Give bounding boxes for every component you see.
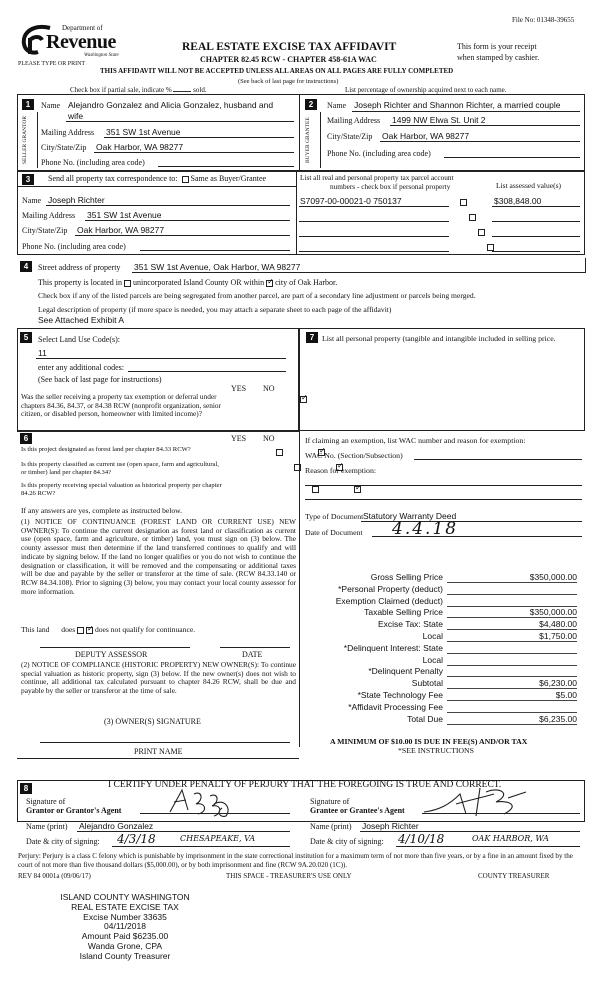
segregated-text: Check box if any of the listed parcels are being segregated from another parcel, are part of a secondary line adjustment or parcels being merged. [38, 291, 476, 300]
stamp-line: Wanda Grone, CPA [87, 940, 163, 951]
see-back: (See back of last page for instructions) [238, 78, 339, 85]
calc-row [300, 702, 585, 714]
print-name-label: PRINT NAME [134, 747, 183, 756]
parcel-heading-2: numbers - check box if personal property [330, 182, 451, 191]
file-number: File No: 01348-39655 [512, 16, 575, 24]
grantor-name-label: Name (print) [26, 822, 68, 831]
calc-row [300, 572, 585, 584]
city-checkbox[interactable] [266, 280, 273, 287]
historical-no-checkbox[interactable] [354, 486, 361, 493]
correspondence-heading: Send all property tax correspondence to: [48, 174, 178, 183]
current-use-question: Is this property classified as current use (open space, farm and agricultural, or timber) land per chapter 84.34? [21, 461, 219, 476]
grantor-date-value: 4/3/18 [117, 832, 156, 846]
buyer-name-label: Name [327, 101, 347, 110]
logo-state: Washington State [84, 53, 119, 58]
doc-date-value: 4.4.18 [392, 519, 459, 539]
legal-description-label: Legal description of property (if more space is needed, you may attach a separate sheet to each page of the affidavit) [38, 305, 392, 314]
land-use-value: 11 [38, 348, 47, 358]
section-4-number: 4 [20, 261, 32, 272]
calc-label: *Delinquent Penalty [368, 666, 443, 677]
does-not-text: does not qualify for continuance. [94, 625, 196, 634]
calc-row [300, 714, 585, 726]
seller-mailing-label: Mailing Address [41, 128, 95, 137]
calc-value: $6,230.00 [447, 678, 577, 689]
section-3-number: 3 [22, 174, 34, 185]
seller-city-label: City/State/Zip [41, 143, 87, 152]
historical-question: Is this property receiving special valuation as historical property per chapter 84.26 RCW? [21, 482, 222, 497]
perjury-text: Perjury: Perjury is a class C felony which is punishable by imprisonment in the state correctional institution for a maximum term of not more than five years, or by a fine in an amount fixed by the court of not more than five thousand dollars ($5,000.00), or by both imprisonment and fine (RCW 9A.20.020 (1C)). [18, 852, 573, 869]
if-yes-text: If any answers are yes, complete as instructed below. [21, 506, 183, 515]
calc-label: *Delinquent Interest: State [343, 642, 443, 653]
grantor-name-value: Alejandro Gonzalez [79, 821, 154, 831]
same-as-buyer-label: Same as Buyer/Grantee [190, 174, 267, 183]
section-5-number: 5 [20, 332, 32, 343]
forest-question: Is this project designated as forest land per chapter 84.33 RCW? [21, 446, 191, 453]
calc-value: $4,480.00 [447, 619, 577, 630]
land-use-label: Select Land Use Code(s): [38, 335, 120, 344]
same-as-buyer-checkbox[interactable] [182, 176, 189, 183]
buyer-city-label: City/State/Zip [327, 132, 373, 141]
sold-text: sold. [193, 86, 207, 94]
legal-description-value: See Attached Exhibit A [38, 315, 125, 325]
grantor-city-value: CHESAPEAKE, VA [180, 834, 256, 843]
stamp-line: 04/11/2018 [104, 921, 146, 932]
wac-label: WAC No. (Section/Subsection) [305, 451, 403, 460]
sig-grantor-label-2: Grantor or Grantor's Agent [26, 806, 122, 815]
form-title: REAL ESTATE EXCISE TAX AFFIDAVIT [182, 41, 397, 53]
seller-grantor-label: SELLER GRANTOR [22, 115, 28, 165]
treasurer-stamp [40, 893, 210, 962]
seller-phone-label: Phone No. (including area code) [41, 158, 145, 167]
seller-name-value-2: wife [68, 111, 84, 121]
corr-mailing-label: Mailing Address [22, 211, 76, 220]
buyer-name-value: Joseph Richter and Shannon Richter, a married couple [354, 100, 561, 110]
calc-row [300, 596, 585, 608]
parcel-value: S7097-00-00021-0 750137 [300, 196, 402, 206]
logo-name: Revenue [46, 31, 116, 53]
this-land-text: This land [21, 625, 50, 634]
corr-city-label: City/State/Zip [22, 226, 68, 235]
seller-name-label: Name [41, 101, 61, 110]
grantor-signature [164, 786, 244, 820]
historical-yes-checkbox[interactable] [312, 486, 319, 493]
receipt-note-1: This form is your receipt [457, 42, 537, 51]
exemption-question: Was the seller receiving a property tax exemption or deferral under chapters 84.36, 84.37, or 84.38 RCW (nonprofit organization, senior citizen, or disabled person, homeowner with limited income)? [21, 392, 221, 418]
dor-logo [20, 22, 130, 62]
calc-label: Total Due [407, 713, 443, 724]
does-checkbox[interactable] [77, 627, 84, 634]
yes-label-6: YES [231, 434, 247, 443]
calc-value [447, 655, 577, 666]
section-8-number: 8 [20, 783, 32, 794]
partial-sale-label [70, 86, 207, 94]
parcel-personal-checkbox-1[interactable] [460, 199, 467, 206]
grantee-name-label: Name (print) [310, 822, 352, 831]
section-1-number: 1 [22, 99, 34, 110]
unincorporated-checkbox[interactable] [124, 280, 131, 287]
calc-value: $6,235.00 [447, 714, 577, 725]
calc-value: $1,750.00 [447, 631, 577, 642]
buyer-mailing-value: 1499 NW Elwa St. Unit 2 [392, 115, 486, 125]
exemption-label: If claiming an exemption, list WAC number and reason for exemption: [305, 436, 526, 445]
calc-row [300, 631, 585, 643]
continuance-line [21, 625, 195, 634]
grantor-date-label: Date & city of signing: [26, 837, 100, 846]
city-of-text: city of Oak Harbor. [275, 278, 338, 287]
section-2-number: 2 [305, 99, 317, 110]
calc-label: *State Technology Fee [357, 690, 443, 700]
parcel-personal-checkbox-2[interactable] [469, 214, 476, 221]
calc-label: Gross Selling Price [370, 572, 443, 582]
owner-signature-label: (3) OWNER(S) SIGNATURE [104, 717, 201, 726]
grantee-date-label: Date & city of signing: [310, 837, 384, 846]
located-line [38, 278, 337, 287]
buyer-phone-label: Phone No. (including area code) [327, 149, 431, 158]
parcel-heading-1: List all real and personal property tax parcel account [300, 173, 454, 182]
segregated-line [38, 291, 590, 300]
stamp-line: ISLAND COUNTY WASHINGTON [60, 892, 190, 902]
receipt-note-2: when stamped by cashier. [457, 53, 540, 62]
calc-value [447, 666, 577, 677]
rev-number: REV 84 0001a (09/06/17) [18, 872, 91, 880]
seller-city-value: Oak Harbor, WA 98277 [96, 142, 184, 152]
street-value: 351 SW 1st Avenue, Oak Harbor, WA 98277 [134, 262, 301, 272]
please-type: PLEASE TYPE OR PRINT [18, 61, 86, 67]
buyer-mailing-label: Mailing Address [327, 116, 381, 125]
does-text: does [61, 625, 76, 634]
certify-text: I CERTIFY UNDER PENALTY OF PERJURY THAT THE FOREGOING IS TRUE AND CORRECT. [108, 780, 502, 790]
parcel-personal-checkbox-4[interactable] [487, 244, 494, 251]
grantee-date-value: 4/10/18 [398, 832, 445, 846]
calc-label: Excise Tax: State [377, 619, 443, 630]
unincorporated-text: unincorporated Island County OR within [132, 278, 265, 287]
does-not-checkbox[interactable] [86, 627, 93, 634]
date-label-6: DATE [242, 650, 263, 659]
no-label-6: NO [263, 434, 275, 443]
seller-mailing-value: 351 SW 1st Avenue [106, 127, 181, 137]
treasurer-space: THIS SPACE - TREASURER'S USE ONLY [226, 872, 352, 880]
parcel-personal-checkbox-3[interactable] [478, 229, 485, 236]
calc-row [300, 678, 585, 690]
list-percentage: List percentage of ownership acquired next to each name. [345, 86, 507, 94]
corr-city-value: Oak Harbor, WA 98277 [77, 225, 165, 235]
no-label-5: NO [263, 384, 275, 393]
deputy-assessor-label: DEPUTY ASSESSOR [75, 650, 148, 659]
section-7-number: 7 [306, 332, 318, 343]
forest-yes-checkbox[interactable] [276, 449, 283, 456]
calc-label: Taxable Selling Price [364, 607, 443, 618]
reason-label: Reason for exemption: [305, 466, 377, 475]
corr-name-value: Joseph Richter [48, 195, 105, 205]
partial-sale-text: Check box if partial sale, indicate % [70, 86, 172, 94]
calc-row [300, 607, 585, 619]
sig-grantor-label-1: Signature of [26, 797, 66, 806]
calc-row [300, 584, 585, 596]
calc-value: $5.00 [447, 690, 577, 701]
corr-mailing-value: 351 SW 1st Avenue [87, 210, 162, 220]
buyer-city-value: Oak Harbor, WA 98277 [382, 131, 470, 141]
calc-row [300, 690, 585, 702]
calc-label: Subtotal [411, 678, 443, 689]
calc-value [447, 584, 577, 595]
sig-grantee-label-2: Grantee or Grantee's Agent [310, 806, 405, 815]
located-text: This property is located in [38, 278, 122, 287]
calc-label: Local [422, 631, 443, 641]
county-treasurer: COUNTY TREASURER [478, 872, 550, 880]
stamp-line: Excise Number 33635 [83, 911, 167, 922]
stamp-line: Island County Treasurer [79, 950, 171, 961]
stamp-line: Amount Paid $6235.00 [81, 931, 169, 942]
see-back-5: (See back of last page for instructions) [38, 375, 162, 384]
calc-value [447, 643, 577, 654]
calc-label: *Personal Property (deduct) [338, 583, 443, 594]
calc-value: $350,000.00 [447, 572, 577, 583]
notice-continuance: (1) NOTICE OF CONTINUANCE (FOREST LAND OR CURRENT USE) NEW OWNER(S): To continue the current designation as forest land or classification as current use (open space, farm and agriculture, or timber) land, you must sign on (3) below. The county assessor must then determine if the land transferred continues to qualify and will indicate by signing below. If the land no longer qualifies or you do not wish to continue the designation or classification, it will be removed and the compensating or additional taxes will be due and payable by the seller or transferor at the time of sale. (RCW 84.33.140 or RCW 84.34.108). Prior to signing (3) below, you may contact your local county assessor for more information. [21, 517, 296, 596]
yes-label-5: YES [231, 384, 247, 393]
grantee-city-value: OAK HARBOR, WA [472, 834, 549, 843]
calc-label: Local [422, 654, 443, 665]
see-instructions: *SEE INSTRUCTIONS [398, 746, 475, 755]
calc-label: *Affidavit Processing Fee [348, 701, 443, 712]
seller-name-value: Alejandro Gonzalez and Alicia Gonzalez, husband and [68, 100, 274, 110]
calc-value: $350,000.00 [447, 607, 577, 618]
calc-row [300, 619, 585, 631]
additional-codes-label: enter any additional codes: [38, 363, 124, 372]
calc-row [300, 655, 585, 667]
current-use-yes-checkbox[interactable] [294, 464, 301, 471]
street-label: Street address of property [38, 263, 121, 272]
buyer-grantee-label: BUYER GRANTEE [305, 117, 311, 163]
calc-label: Exemption Claimed (deduct) [335, 595, 443, 606]
assessed-heading: List assessed value(s) [496, 181, 561, 190]
doc-type-value: Statutory Warranty Deed [363, 511, 457, 521]
correspondence-label [48, 174, 266, 183]
doc-type-label: Type of Document [305, 512, 364, 521]
logo-department: Department of [62, 24, 103, 32]
corr-phone-label: Phone No. (including area code) [22, 242, 126, 251]
notice-compliance: (2) NOTICE OF COMPLIANCE (HISTORIC PROPERTY) NEW OWNER(S): To continue special valuation as historic property, sign (3) below. If the new owner(s) does not wish to continue, all additional tax calculated pursuant to chapter 84.26 RCW, shall be due and payable by the seller or transferor at the time of sale. [21, 660, 296, 696]
form-subtitle: CHAPTER 82.45 RCW - CHAPTER 458-61A WAC [200, 55, 377, 64]
calc-row [300, 643, 585, 655]
grantee-signature [420, 784, 530, 820]
sig-grantee-label-1: Signature of [310, 797, 350, 806]
calc-value [447, 596, 577, 607]
calc-value [447, 702, 577, 713]
personal-property-text: List all personal property (tangible and intangible included in selling price. [322, 334, 556, 343]
stamp-line: REAL ESTATE EXCISE TAX [71, 901, 179, 912]
assessed-value: $308,848.00 [494, 196, 542, 206]
minimum-fee-note: A MINIMUM OF $10.00 IS DUE IN FEE(S) AND/OR TAX [330, 737, 528, 746]
warning-text: THIS AFFIDAVIT WILL NOT BE ACCEPTED UNLESS ALL AREAS ON ALL PAGES ARE FULLY COMPLETED [100, 67, 454, 75]
grantee-name-value: Joseph Richter [362, 821, 419, 831]
corr-name-label: Name [22, 196, 42, 205]
doc-date-label: Date of Document [305, 528, 363, 537]
calc-row [300, 666, 585, 678]
section-6-number: 6 [20, 433, 32, 444]
